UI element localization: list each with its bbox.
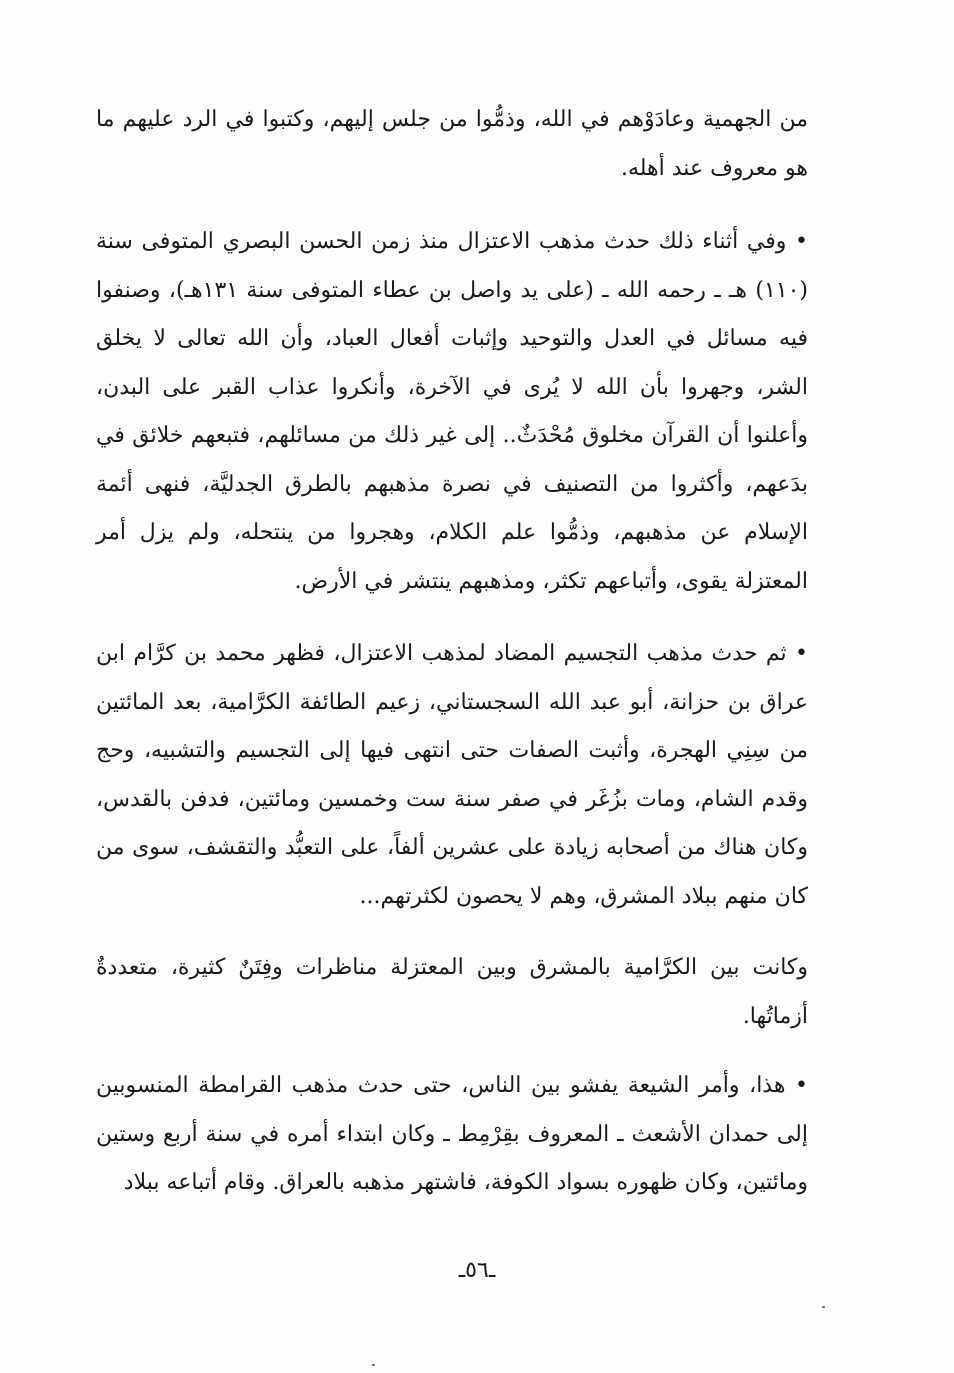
paragraph-text: وكانت بين الكرَّامية بالمشرق وبين المعتزلة مناظرات وفِتَنٌ كثيرة، متعددةٌ أزماتُها. (96, 955, 808, 1029)
scan-speck (372, 1364, 375, 1366)
scan-speck (822, 1306, 825, 1308)
paragraph-text: • هذا، وأمر الشيعة يفشو بين الناس، حتى حدث مذهب القرامطة المنسوبين إلى حمدان الأشعث ـ المعروف بقِرْمِط ـ وكان ابتداء أمره في سنة أربع وستين ومائتين، وكان ظهوره بسواد الكوفة، فاشتهر مذهبه بالعراق. وقام أتباعه ببلاد (96, 1073, 808, 1195)
paragraph-3 (96, 630, 808, 921)
paragraph-text: من الجهمية وعادَوْهم في الله، وذمُّوا من جلس إليهم، وكتبوا في الرد عليهم ما هو معروف عند أهله. (96, 107, 808, 181)
paragraph-4 (96, 944, 808, 1041)
paragraph-text: • وفي أثناء ذلك حدث مذهب الاعتزال منذ زمن الحسن البصري المتوفى سنة (١١٠) هـ ـ رحمه الله ـ (على يد واصل بن عطاء المتوفى سنة ١٣١هـ)، وصنفوا فيه مسائل في العدل والتوحيد وإثبات أفعال العباد، وأن الله تعالى لا يخلق الشر، وجهروا بأن الله لا يُرى في الآخرة، وأنكروا عذاب القبر على البدن، وأعلنوا أن القرآن مخلوق مُحْدَثٌ.. إلى غير ذلك من مسائلهم، فتبعهم خلائق في بدَعهم، وأكثروا من التصنيف في نصرة مذهبهم بالطرق الجدليَّة، فنهى أئمة الإسلام عن مذهبهم، وذمُّوا علم الكلام، وهجروا من ينتحله، ولم يزل أمر المعتزلة يقوى، وأتباعهم تكثر، ومذهبهم ينتشر في الأرض. (96, 229, 808, 594)
paragraph-1 (96, 96, 808, 193)
paragraph-2 (96, 218, 808, 606)
page-number: ـ٥٦ـ (458, 1258, 496, 1283)
paragraph-text: • ثم حدث مذهب التجسيم المضاد لمذهب الاعتزال، فظهر محمد بن كرَّام ابن عراق بن حزانة، أبو عبد الله السجستاني، زعيم الطائفة الكرَّامية، بعد المائتين من سِنِي الهجرة، وأثبت الصفات حتى انتهى فيها إلى التجسيم والتشبيه، وحج وقدم الشام، ومات بزُغَر في صفر سنة ست وخمسين ومائتين، فدفن بالقدس، وكان هناك من أصحابه زيادة على عشرين ألفاً، على التعبُّد والتقشف، سوى من كان منهم ببلاد المشرق، وهم لا يحصون لكثرتهم... (96, 641, 808, 909)
paragraph-5 (96, 1062, 808, 1208)
